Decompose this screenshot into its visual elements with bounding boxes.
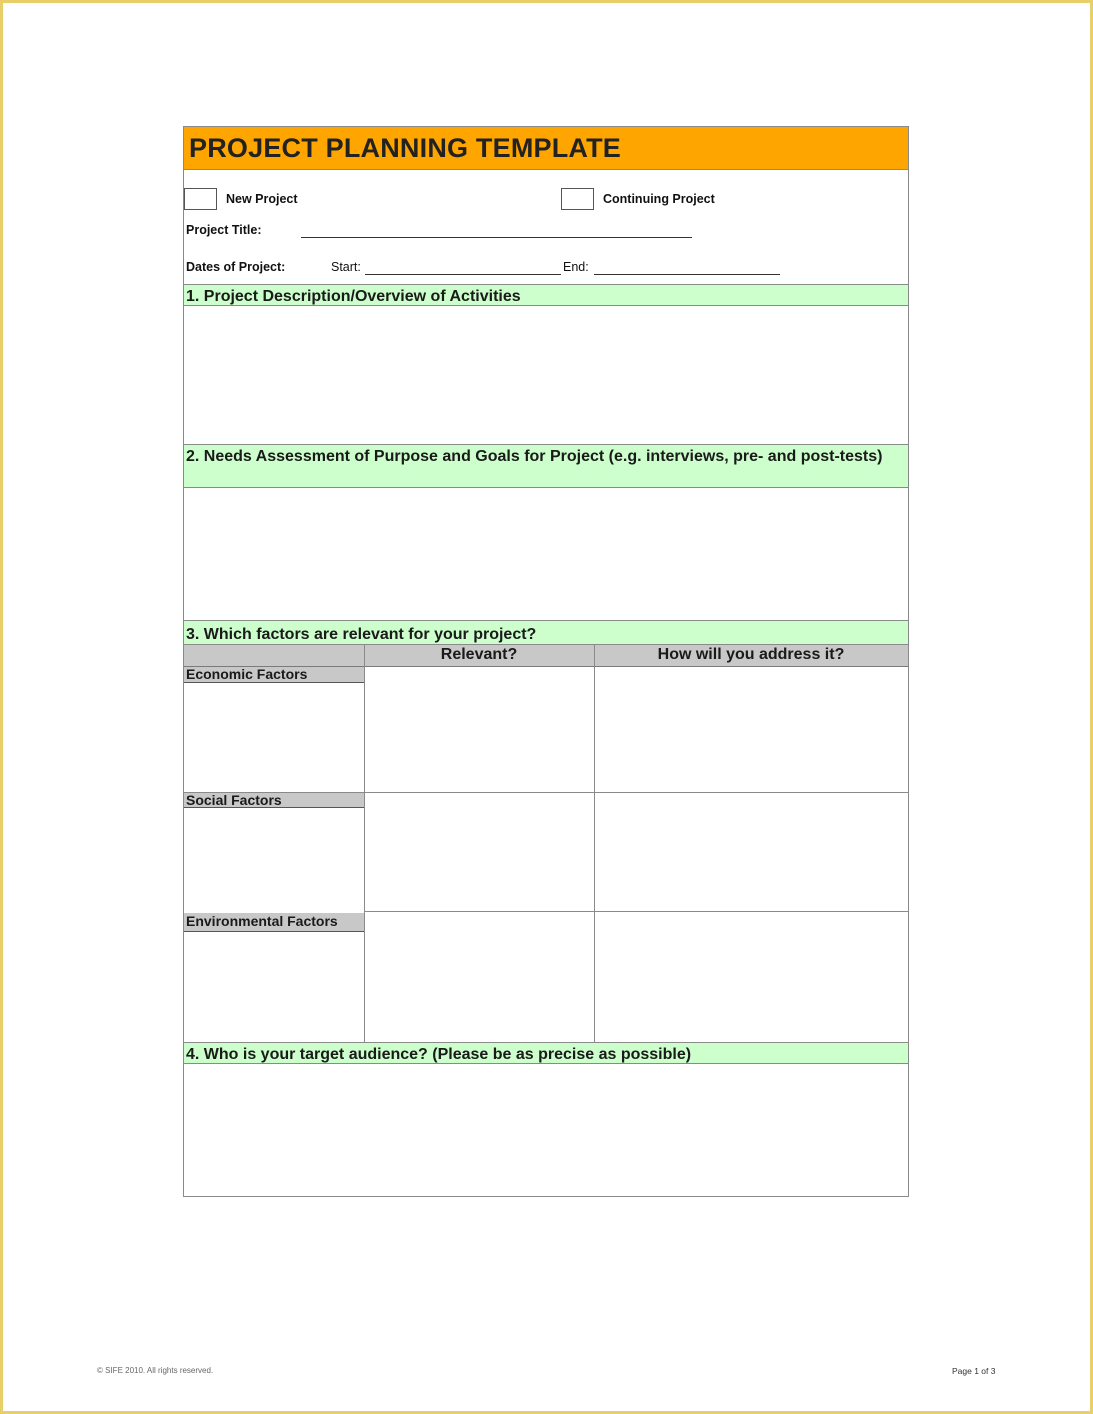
relevant-column-header	[364, 645, 594, 667]
page-title: PROJECT PLANNING TEMPLATE	[189, 133, 622, 163]
section-1-title: 1. Project Description/Overview of Activities	[186, 288, 521, 305]
continuing-project-checkbox[interactable]	[561, 188, 594, 210]
continuing-project-label: Continuing Project	[603, 192, 715, 206]
start-date-field[interactable]	[365, 274, 561, 275]
relevant-header-text: Relevant?	[440, 646, 518, 663]
project-title-field[interactable]	[301, 237, 692, 238]
copyright-notice: © SIFE 2010. All rights reserved.	[97, 1366, 214, 1375]
new-project-label: New Project	[226, 192, 298, 206]
section-1-answer-area[interactable]	[184, 306, 908, 444]
section-3-title: 3. Which factors are relevant for your project?	[186, 626, 537, 643]
section-4-title: 4. Who is your target audience? (Please be as precise as possible)	[186, 1046, 692, 1063]
environmental-address-cell[interactable]	[595, 912, 908, 1042]
section-4-header	[184, 1042, 908, 1064]
section-4-answer-area[interactable]	[184, 1064, 908, 1196]
page-number: Page 1 of 3	[952, 1366, 996, 1376]
new-project-checkbox[interactable]	[184, 188, 217, 210]
planning-form	[183, 126, 909, 1197]
economic-address-cell[interactable]	[595, 667, 908, 792]
start-label: Start:	[331, 260, 361, 274]
economic-factors-label: Economic Factors	[184, 667, 364, 683]
end-label: End:	[563, 260, 589, 274]
section-1-header	[184, 284, 908, 306]
section-2-header	[184, 444, 908, 488]
environmental-factors-label: Environmental Factors	[184, 913, 364, 932]
dates-label: Dates of Project:	[186, 260, 286, 274]
project-title-label: Project Title:	[186, 223, 262, 237]
social-relevant-cell[interactable]	[365, 793, 594, 911]
social-factors-label: Social Factors	[184, 792, 364, 808]
social-address-cell[interactable]	[595, 793, 908, 911]
address-column-header	[594, 645, 908, 667]
environmental-relevant-cell[interactable]	[365, 912, 594, 1042]
section-2-answer-area[interactable]	[184, 488, 908, 620]
section-2-title: 2. Needs Assessment of Purpose and Goals for Project (e.g. interviews, pre- and post-tests)	[186, 448, 883, 465]
address-header-text: How will you address it?	[657, 646, 845, 663]
title-bar	[184, 127, 908, 170]
section-3-header	[184, 620, 908, 645]
factors-header-blank	[184, 645, 364, 667]
economic-relevant-cell[interactable]	[365, 667, 594, 792]
end-date-field[interactable]	[594, 274, 780, 275]
